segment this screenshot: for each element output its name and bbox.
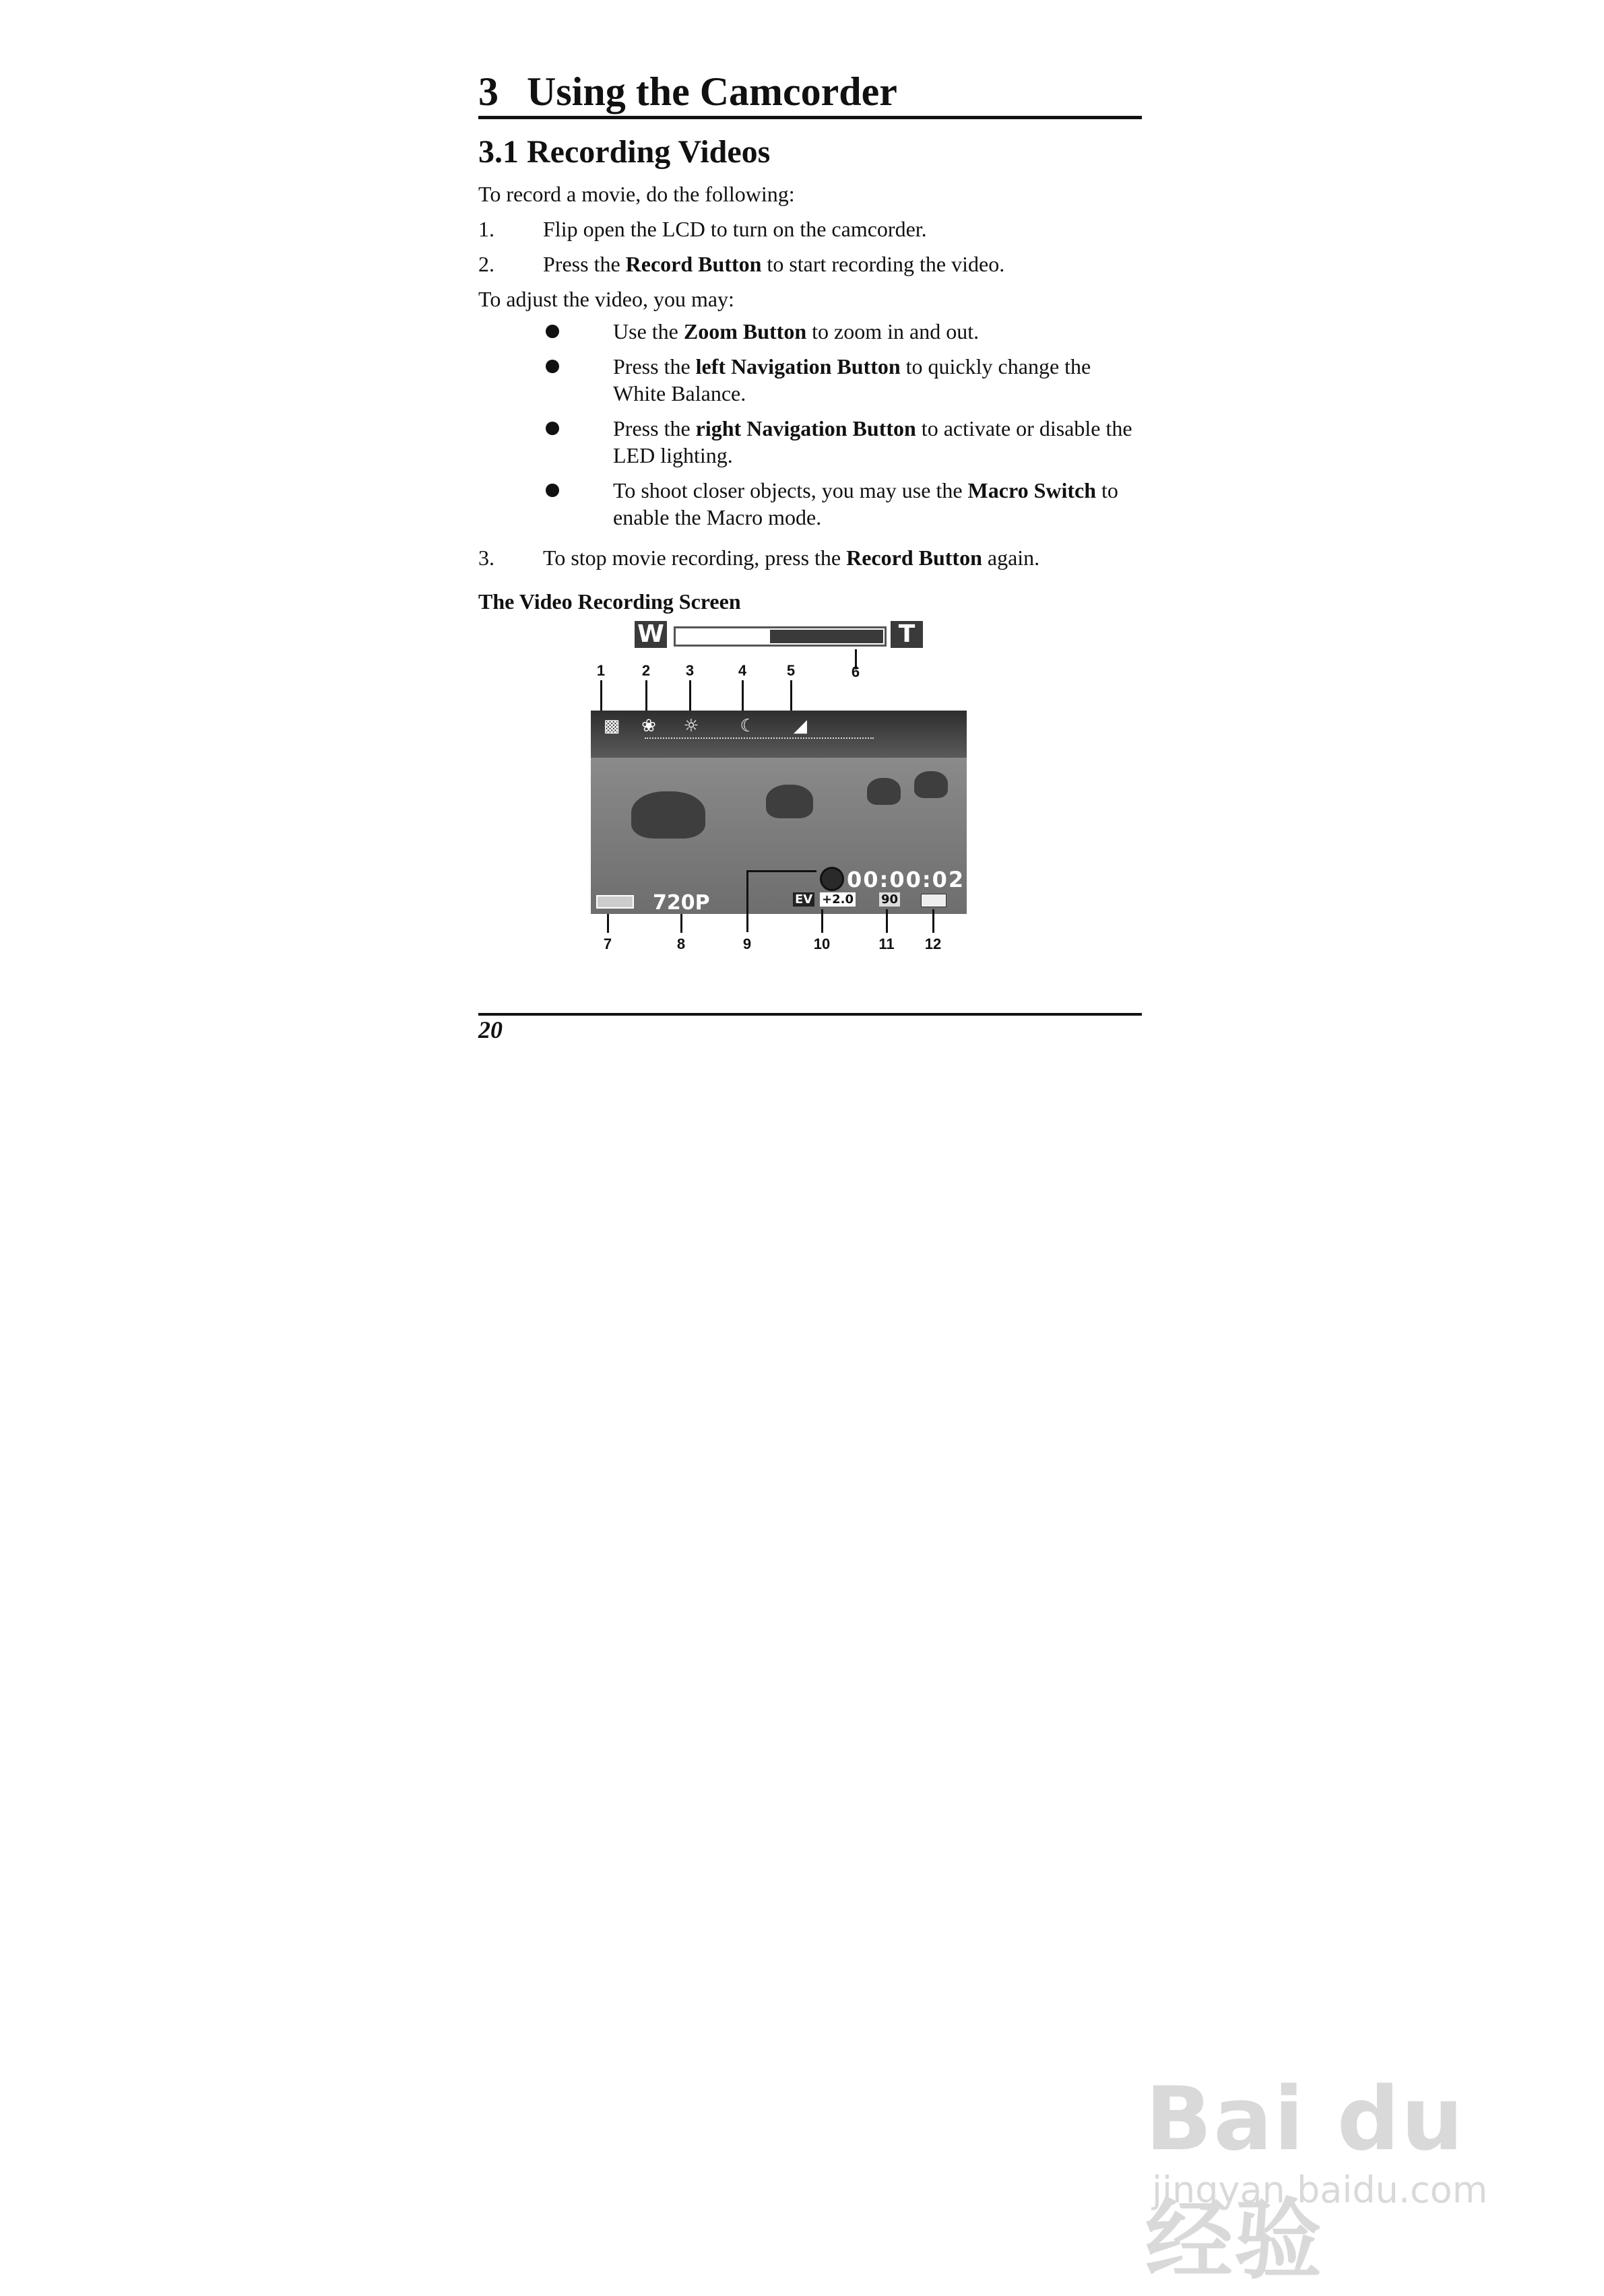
callout-4: 4 — [738, 662, 747, 679]
deer-image — [631, 791, 705, 839]
callout-3: 3 — [685, 662, 695, 679]
callout-leader — [790, 680, 792, 713]
video-mode-icon: ▩ — [603, 716, 620, 736]
bullet-dot — [546, 484, 559, 497]
resolution-label: 720P — [653, 891, 710, 914]
quality-indicator: 90 — [879, 892, 900, 907]
deer-image — [766, 785, 813, 818]
deer-image — [914, 771, 948, 798]
chapter-number: 3 — [478, 69, 499, 114]
chapter-title: Using the Camcorder — [527, 69, 897, 114]
callout-leader — [645, 680, 647, 713]
callout-9: 9 — [742, 936, 752, 952]
night-mode-moon-icon: ☾ — [740, 716, 756, 736]
ev-value: +2.0 — [820, 892, 856, 907]
callout-6: 6 — [851, 663, 860, 680]
callout-leader — [746, 870, 816, 872]
step-1-number: 1. — [478, 217, 494, 241]
callout-leader — [607, 914, 609, 933]
step-3-text: To stop movie recording, press the Record Button again. — [543, 546, 1040, 570]
video-recording-screen-figure — [587, 620, 978, 963]
bullet-dot — [546, 325, 559, 338]
bullet-2-text: Press the left Navigation Button to quickly change the White Balance. — [613, 354, 1091, 405]
bullet-1-text: Use the Zoom Button to zoom in and out. — [613, 319, 980, 343]
callout-12: 12 — [924, 936, 942, 952]
recording-timer: 00:00:02 — [847, 867, 965, 892]
callout-8: 8 — [676, 936, 686, 952]
battery-icon — [596, 895, 634, 909]
macro-flower-icon: ❀ — [641, 716, 656, 736]
callout-10: 10 — [813, 936, 831, 952]
bullet-dot — [546, 422, 559, 435]
bullet-3-text: Press the right Navigation Button to activate or disable the LED lighting. — [613, 416, 1132, 467]
callout-1: 1 — [596, 662, 606, 679]
callout-leader — [600, 680, 602, 713]
osd-divider — [645, 737, 874, 739]
led-light-icon: ◢ — [794, 716, 807, 736]
zoom-tele-label: T — [891, 621, 923, 648]
page-number: 20 — [478, 1016, 503, 1043]
callout-leader — [680, 914, 682, 933]
white-balance-sun-icon: ☼ — [683, 716, 699, 736]
step-3-number: 3. — [478, 546, 494, 570]
section-heading: 3.1 Recording Videos — [478, 134, 771, 170]
callout-11: 11 — [878, 936, 895, 952]
zoom-track — [674, 626, 887, 647]
bullet-4-text: To shoot closer objects, you may use the Macro Switch to enable the Macro mode. — [613, 478, 1118, 529]
callout-2: 2 — [641, 662, 651, 679]
watermark-brand: Bai du 经验 — [1145, 2068, 1465, 2291]
zoom-bar — [635, 620, 924, 651]
callout-leader — [886, 909, 888, 933]
record-indicator-icon — [820, 867, 844, 891]
camera-lcd-screen — [591, 711, 967, 914]
callout-leader — [932, 909, 934, 933]
footer-rule — [478, 1013, 1142, 1016]
ev-label: EV — [793, 892, 814, 907]
step-2-number: 2. — [478, 252, 494, 276]
bullet-dot — [546, 360, 559, 373]
baidu-watermark — [1145, 2041, 1522, 2291]
callout-leader — [689, 680, 691, 713]
chapter-heading — [478, 67, 1142, 119]
zoom-level-fill — [770, 630, 883, 643]
callout-leader — [742, 680, 744, 713]
callout-5: 5 — [786, 662, 796, 679]
callout-leader — [821, 909, 823, 933]
zoom-wide-label: W — [635, 621, 667, 648]
intro-text: To record a movie, do the following: — [478, 182, 795, 206]
step-1-text: Flip open the LCD to turn on the camcorder. — [543, 217, 927, 241]
deer-image — [867, 778, 901, 805]
callout-7: 7 — [603, 936, 612, 952]
figure-caption: The Video Recording Screen — [478, 589, 741, 614]
sd-card-icon — [921, 894, 947, 907]
watermark-url: jingyan.baidu.com — [1152, 2169, 1488, 2211]
callout-leader — [746, 870, 748, 932]
adjust-intro-text: To adjust the video, you may: — [478, 287, 734, 311]
step-2-text: Press the Record Button to start recording the video. — [543, 252, 1005, 276]
